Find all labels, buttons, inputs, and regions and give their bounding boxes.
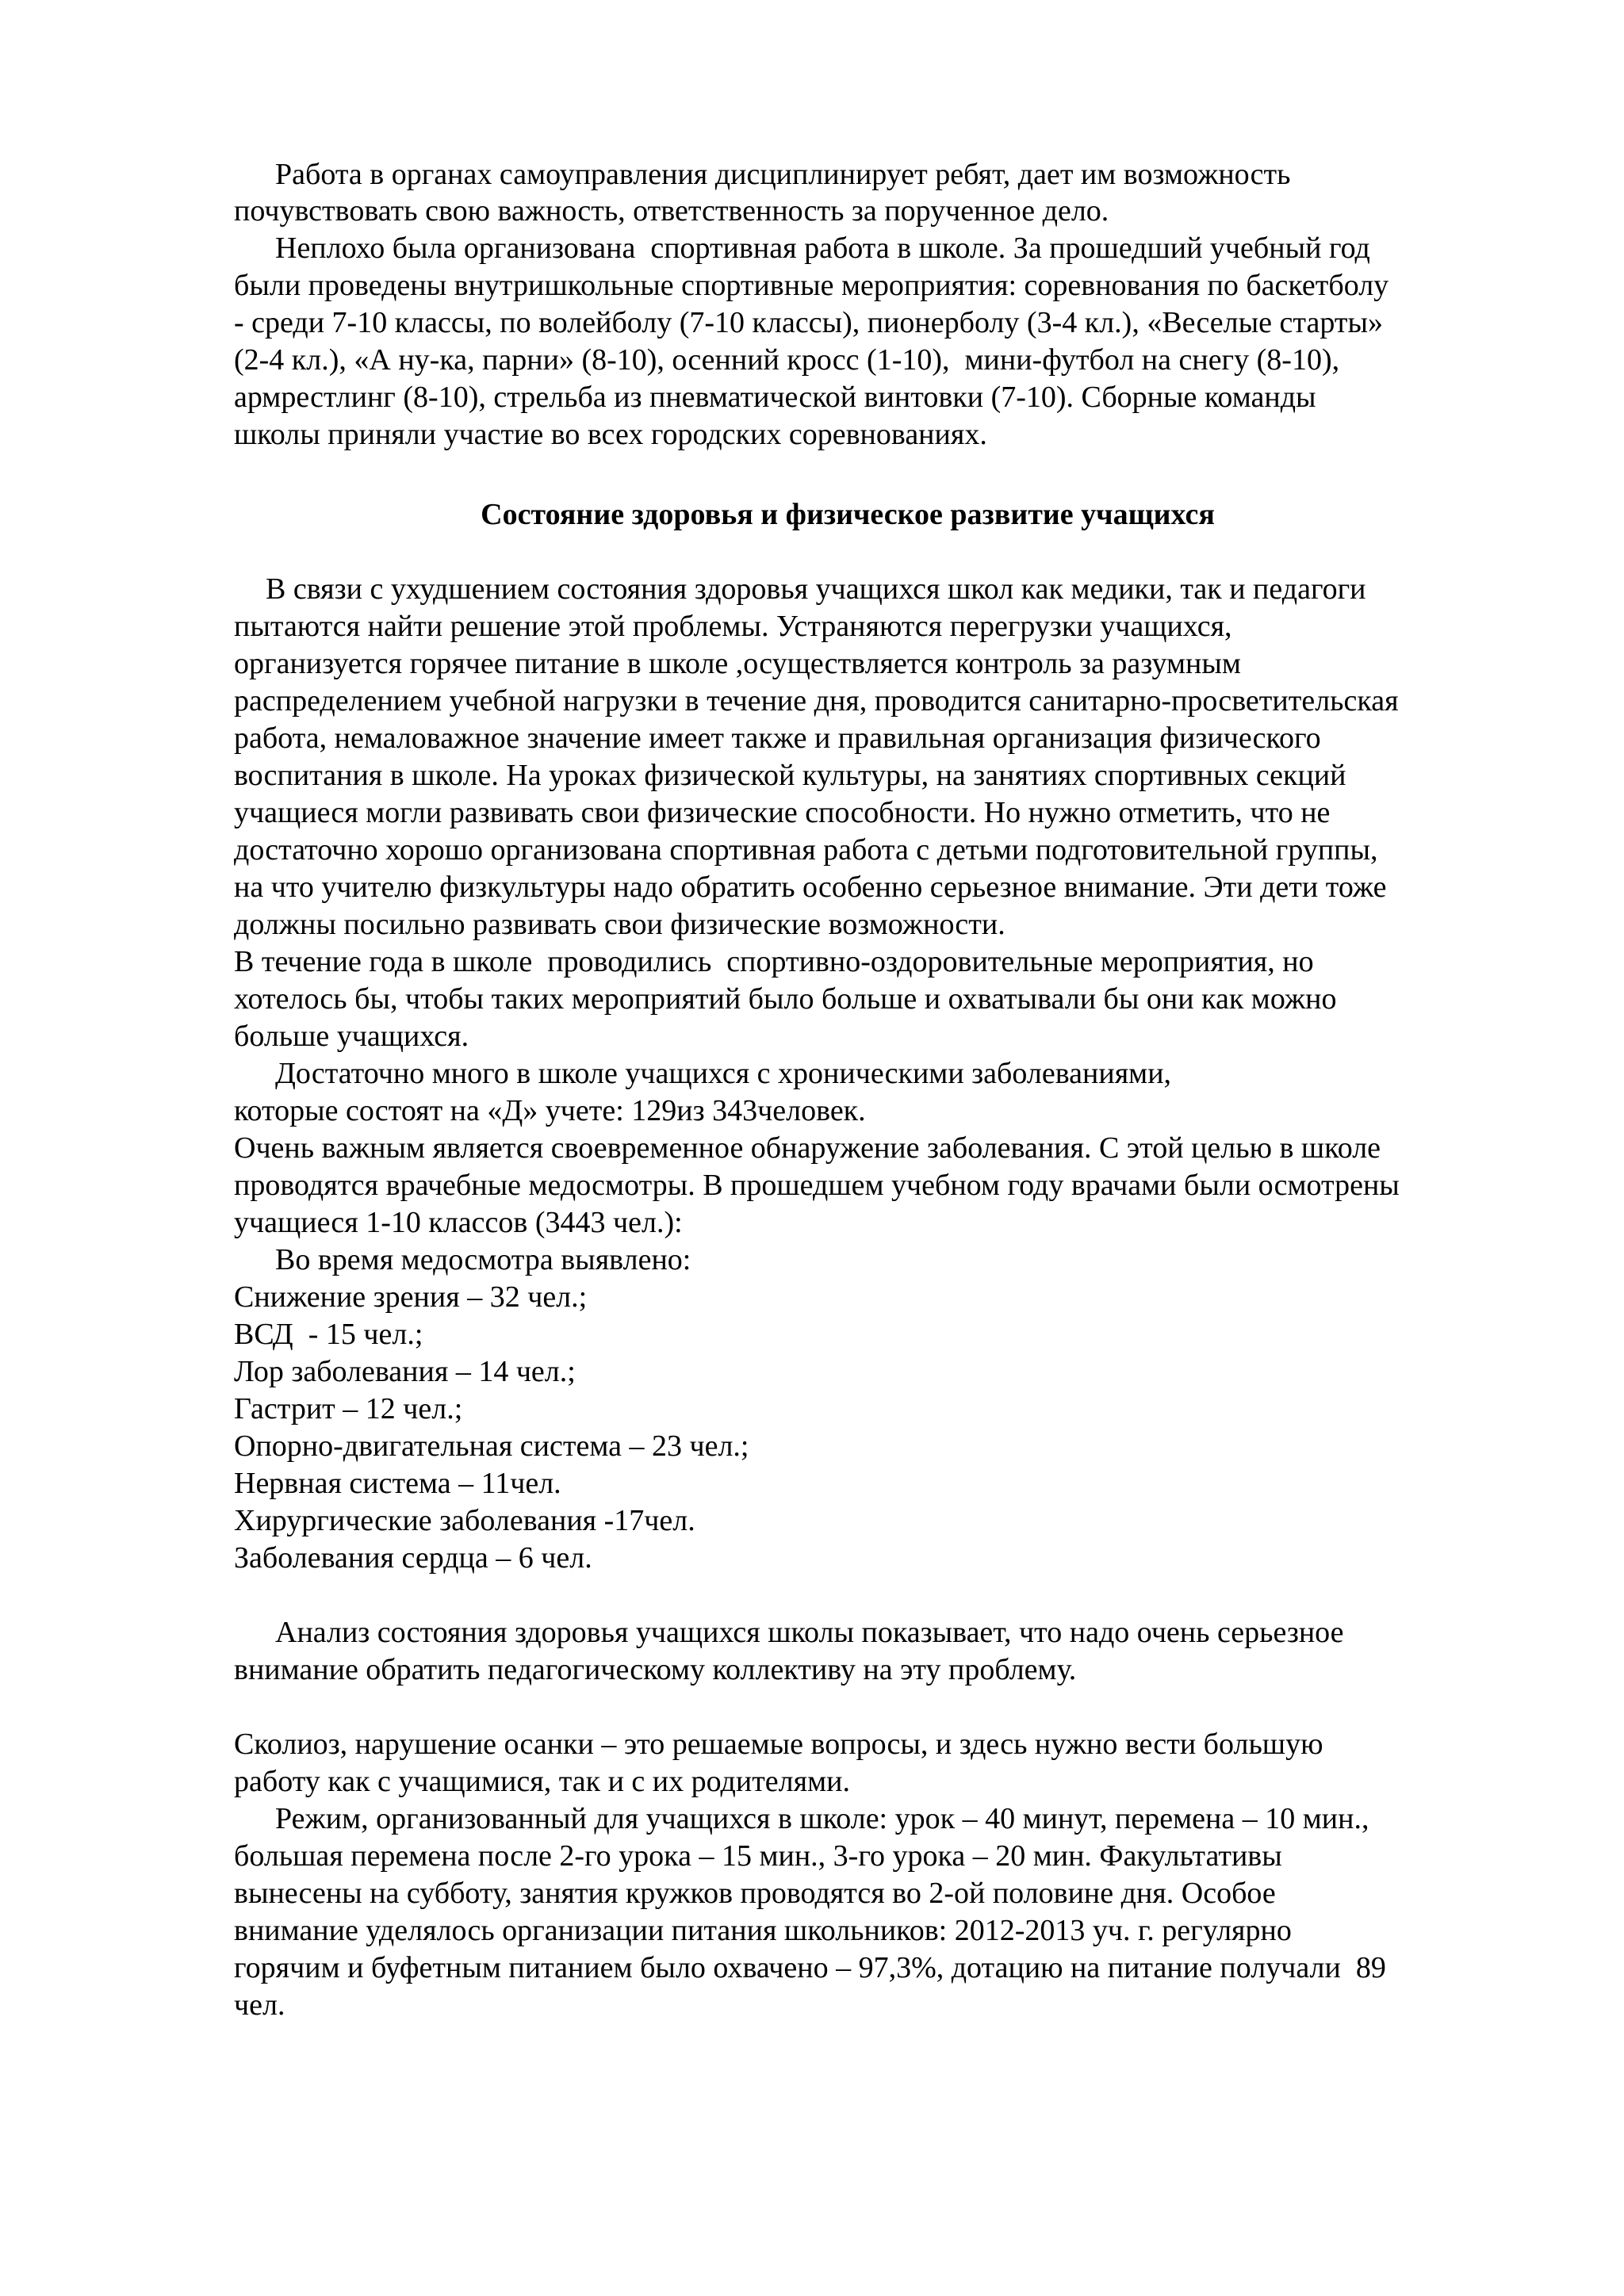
para3-line4: распределением учебной нагрузки в течение дня, проводится санитарно-просветительская [234,684,1399,718]
para4-line3: Очень важным является своевременное обнаружение заболевания. С этой целью в школе [234,1131,1381,1165]
para3-line5: работа, немаловажное значение имеет также и правильная организация физического [234,721,1321,755]
para3-line9: на что учителю физкультуры надо обратить особенно серьезное внимание. Эти дети тоже [234,871,1387,904]
para7-line4: внимание уделялось организации питания школьников: 2012-2013 уч. г. регулярно [234,1914,1292,1947]
para5-line2: внимание обратить педагогическому коллективу на эту проблему. [234,1653,1077,1686]
para3-line7: учащиеся могли развивать свои физические способности. Но нужно отметить, что не [234,796,1331,829]
para3-line13: больше учащихся. [234,1020,469,1053]
para3-line12: хотелось бы, чтобы таких мероприятий было больше и охватывали бы они как можно [234,982,1337,1016]
para3-line11: В течение года в школе проводились спортивно-оздоровительные мероприятия, но [234,945,1314,978]
para2-line5: армрестлинг (8-10), стрельба из пневматической винтовки (7-10). Сборные команды [234,381,1316,414]
para4-line5: учащиеся 1-10 классов (3443 чел.): [234,1206,683,1239]
finding-item: Нервная система – 11чел. [234,1467,561,1500]
para1-line1: Работа в органах самоуправления дисциплинирует ребят, дает им возможность [275,158,1291,191]
para4-line4: проводятся врачебные медосмотры. В прошедшем учебном году врачами были осмотрены [234,1169,1400,1202]
para7-line3: вынесены на субботу, занятия кружков проводятся во 2-ой половине дня. Особое [234,1877,1276,1910]
finding-item: Хирургические заболевания -17чел. [234,1504,695,1537]
para2-line4: (2-4 кл.), «А ну-ка, парни» (8-10), осенний кросс (1-10), мини-футбол на снегу (8-10), [234,343,1340,377]
para3-line3: организуется горячее питание в школе ,осуществляется контроль за разумным [234,647,1241,680]
finding-item: Опорно-двигательная система – 23 чел.; [234,1429,749,1463]
para7-line5: горячим и буфетным питанием было охвачено – 97,3%, дотацию на питание получали 89 [234,1951,1386,1984]
para2-line6: школы приняли участие во всех городских соревнованиях. [234,418,987,451]
para1-line2: почувствовать свою важность, ответственность за порученное дело. [234,194,1109,228]
para7-line1: Режим, организованный для учащихся в школе: урок – 40 минут, перемена – 10 мин., [275,1802,1369,1835]
finding-item: ВСД - 15 чел.; [234,1318,423,1351]
finding-item: Снижение зрения – 32 чел.; [234,1280,588,1314]
section-heading: Состояние здоровья и физическое развитие учащихся [481,498,1215,531]
finding-item: Гастрит – 12 чел.; [234,1392,463,1425]
para6-line1: Сколиоз, нарушение осанки – это решаемые вопросы, и здесь нужно вести большую [234,1728,1323,1761]
para4-line6: Во время медосмотра выявлено: [275,1243,691,1276]
para2-line3: - среди 7-10 классы, по волейболу (7-10 классы), пионерболу (3-4 кл.), «Веселые старты» [234,306,1383,339]
para2-line1: Неплохо была организована спортивная работа в школе. За прошедший учебный год [275,232,1370,265]
para2-line2: были проведены внутришкольные спортивные мероприятия: соревнования по баскетболу [234,269,1389,302]
para6-line2: работу как с учащимися, так и с их родителями. [234,1765,850,1798]
para7-line6: чел. [234,1988,285,2022]
para3-line10: должны посильно развивать свои физические возможности. [234,908,1005,941]
finding-item: Лор заболевания – 14 чел.; [234,1355,576,1388]
para4-line2: которые состоят на «Д» учете: 129из 343человек. [234,1094,866,1127]
para7-line2: большая перемена после 2-го урока – 15 мин., 3-го урока – 20 мин. Факультативы [234,1839,1282,1873]
para3-line8: достаточно хорошо организована спортивная работа с детьми подготовительной группы, [234,833,1378,867]
finding-item: Заболевания сердца – 6 чел. [234,1541,592,1575]
para5-line1: Анализ состояния здоровья учащихся школы показывает, что надо очень серьезное [275,1616,1344,1649]
para3-line1: В связи с ухудшением состояния здоровья учащихся школ как медики, так и педагоги [266,572,1366,606]
para3-line2: пытаются найти решение этой проблемы. Устраняются перегрузки учащихся, [234,610,1232,643]
para3-line6: воспитания в школе. На уроках физической культуры, на занятиях спортивных секций [234,759,1346,792]
para4-line1: Достаточно много в школе учащихся с хроническими заболеваниями, [275,1057,1172,1090]
